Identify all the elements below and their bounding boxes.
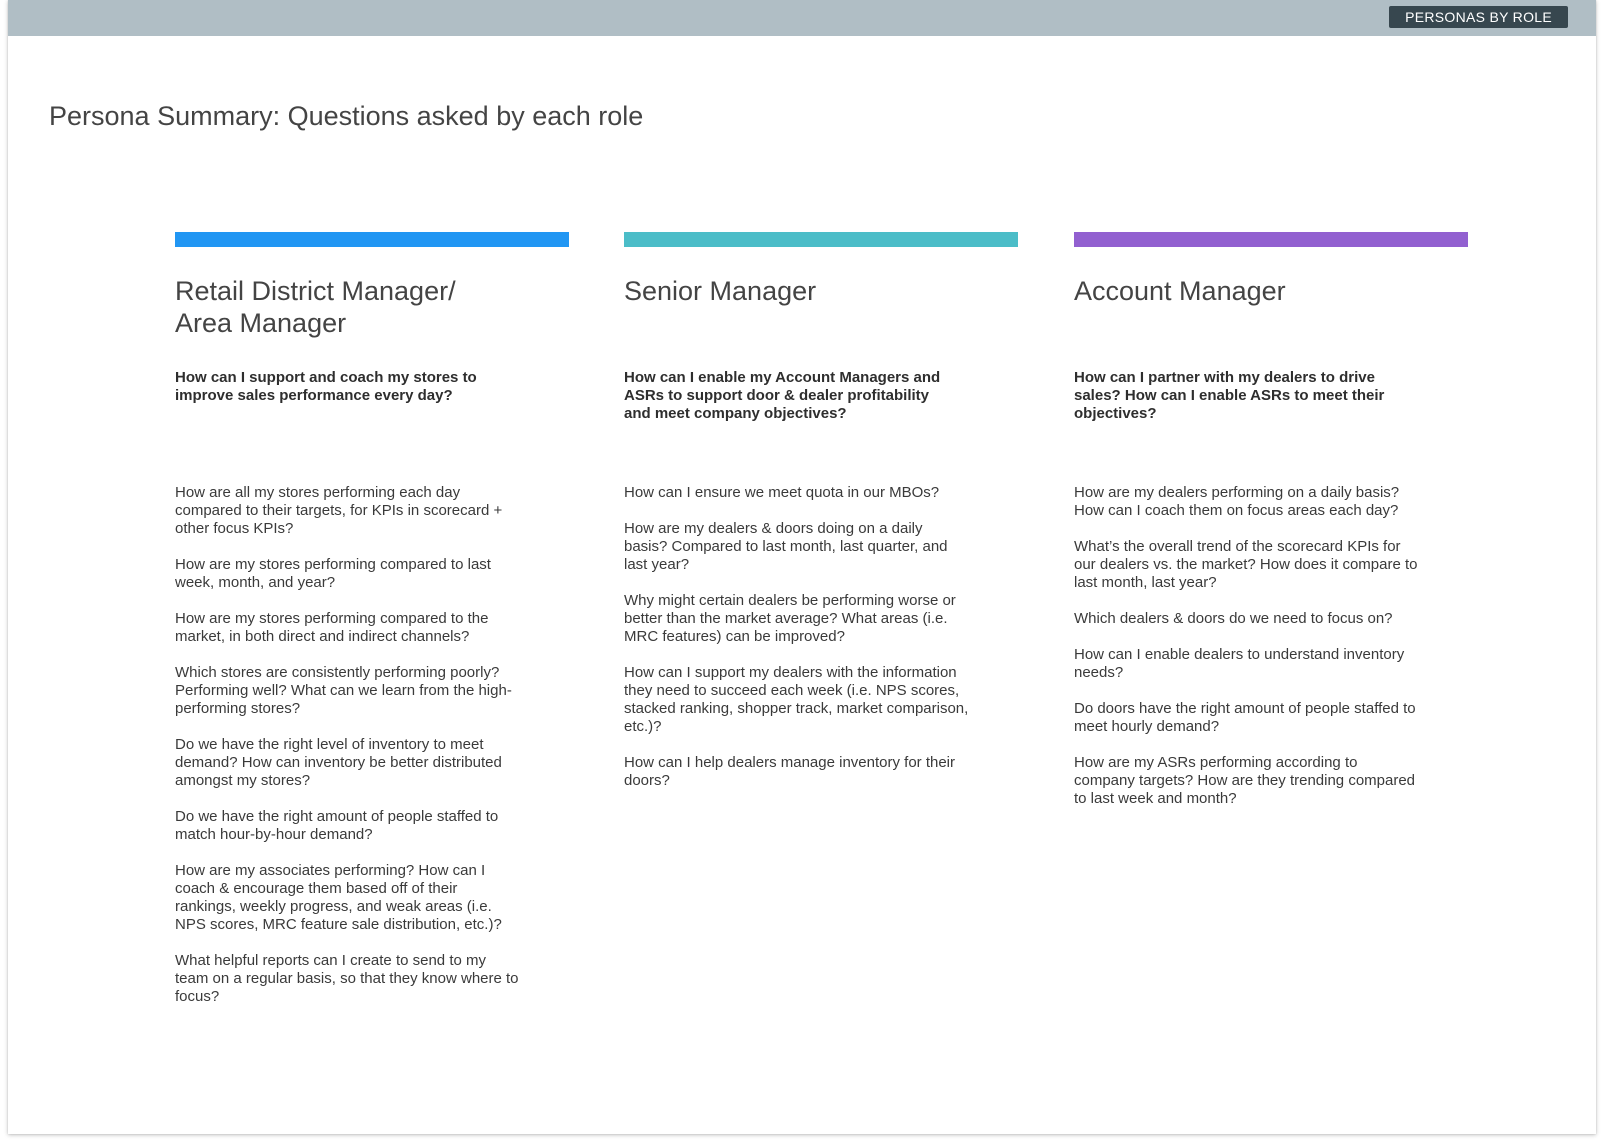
question-list bbox=[175, 484, 520, 1024]
question-list bbox=[624, 484, 969, 808]
question-item: How can I help dealers manage inventory for their doors? bbox=[624, 754, 956, 789]
question-item: How can I enable dealers to understand inventory needs? bbox=[1074, 646, 1405, 681]
question-item: Do we have the right amount of people staffed to match hour-by-hour demand? bbox=[175, 808, 499, 843]
column-title: Retail District Manager/ Area Manager bbox=[175, 276, 456, 338]
column-retail-district-manager bbox=[175, 232, 569, 1005]
top-bar bbox=[8, 0, 1596, 36]
column-color-bar bbox=[1074, 232, 1468, 247]
question-item: How are my associates performing? How can I coach & encourage them based off of their rankings, weekly progress, and weak areas (i.e. NPS scores, MRC feature sale distribution, etc.)? bbox=[175, 862, 502, 933]
column-senior-manager bbox=[624, 232, 1018, 789]
page-title: Persona Summary: Questions asked by each role bbox=[49, 101, 644, 131]
question-item: What’s the overall trend of the scorecard KPIs for our dealers vs. the market? How does it compare to last month, last year? bbox=[1074, 538, 1418, 591]
column-title: Senior Manager bbox=[624, 276, 817, 306]
column-title: Account Manager bbox=[1074, 276, 1286, 306]
question-item: How can I ensure we meet quota in our MBOs? bbox=[624, 484, 940, 501]
question-item: Do doors have the right amount of people staffed to meet hourly demand? bbox=[1074, 700, 1416, 735]
question-item: How are my ASRs performing according to company targets? How are they trending compared to last week and month? bbox=[1074, 754, 1416, 807]
question-list bbox=[1074, 484, 1419, 826]
question-item: How are my stores performing compared to last week, month, and year? bbox=[175, 556, 491, 591]
column-key-question: How can I enable my Account Managers and ASRs to support door & dealer profitability and meet company objectives? bbox=[624, 369, 941, 422]
question-item: What helpful reports can I create to send to my team on a regular basis, so that they know where to focus? bbox=[175, 952, 519, 1005]
question-item: How are my stores performing compared to the market, in both direct and indirect channels? bbox=[175, 610, 489, 645]
section-badge: PERSONAS BY ROLE bbox=[1389, 6, 1568, 28]
question-item: Which dealers & doors do we need to focus on? bbox=[1074, 610, 1393, 627]
question-item: Which stores are consistently performing poorly? Performing well? What can we learn from the high-performing stores? bbox=[175, 664, 512, 717]
question-item: How are my dealers & doors doing on a daily basis? Compared to last month, last quarter, and last year? bbox=[624, 520, 948, 573]
persona-summary-page bbox=[8, 0, 1596, 1134]
question-item: How can I support my dealers with the information they need to succeed each week (i.e. NPS scores, stacked ranking, shopper track, market comparison, etc.)? bbox=[624, 664, 969, 735]
column-color-bar bbox=[624, 232, 1018, 247]
question-item: Why might certain dealers be performing worse or better than the market average? What areas (i.e. MRC features) can be improved? bbox=[624, 592, 956, 645]
question-item: Do we have the right level of inventory to meet demand? How can inventory be better distributed amongst my stores? bbox=[175, 736, 502, 789]
column-color-bar bbox=[175, 232, 569, 247]
column-key-question: How can I partner with my dealers to drive sales? How can I enable ASRs to meet their objectives? bbox=[1074, 369, 1385, 422]
column-account-manager bbox=[1074, 232, 1468, 807]
question-item: How are all my stores performing each day compared to their targets, for KPIs in scorecard + other focus KPIs? bbox=[175, 484, 503, 537]
column-key-question: How can I support and coach my stores to improve sales performance every day? bbox=[175, 369, 477, 404]
question-item: How are my dealers performing on a daily basis? How can I coach them on focus areas each day? bbox=[1074, 484, 1400, 519]
